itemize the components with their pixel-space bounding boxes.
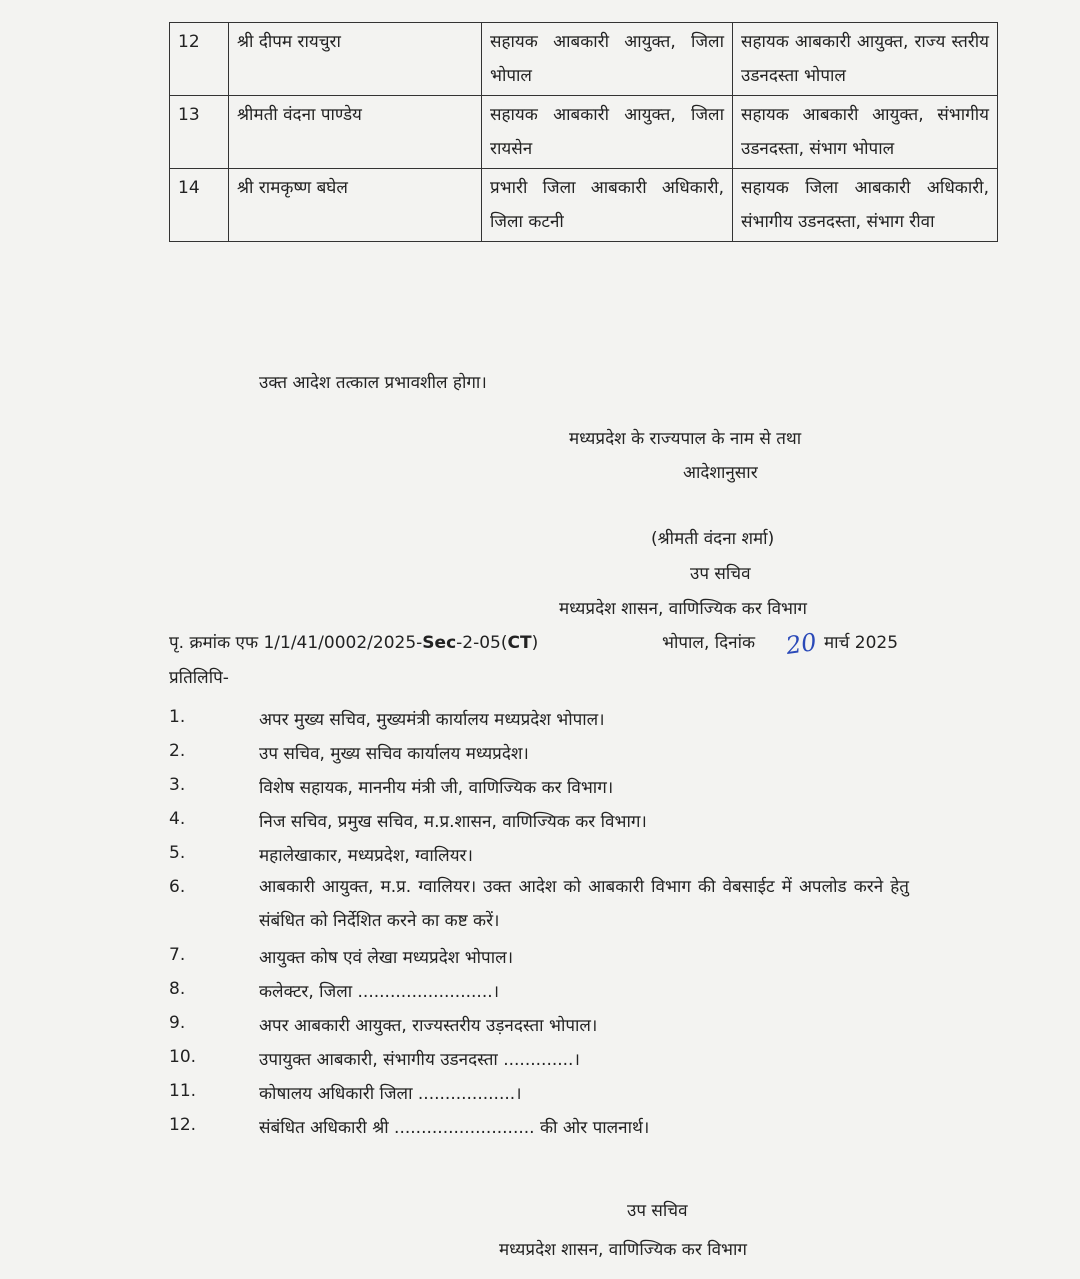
copy-label: प्रतिलिपि- bbox=[169, 668, 229, 688]
copy-recipient: अपर आबकारी आयुक्त, राज्यस्तरीय उड़नदस्ता भोपाल। bbox=[259, 1016, 598, 1036]
copy-recipient: संबंधित अधिकारी श्री .......................... की ओर पालनार्थ। bbox=[259, 1118, 650, 1138]
copy-recipient: महालेखाकार, मध्यप्रदेश, ग्वालियर। bbox=[259, 846, 473, 866]
current-posting: सहायक आबकारी आयुक्त, जिला रायसेन bbox=[482, 96, 733, 169]
table-row bbox=[170, 169, 998, 242]
signatory-designation: उप सचिव bbox=[690, 564, 751, 584]
reference-number bbox=[169, 630, 538, 653]
copy-number: 11. bbox=[169, 1081, 197, 1101]
copy-number: 4. bbox=[169, 809, 186, 829]
copy-number: 3. bbox=[169, 775, 186, 795]
new-posting: सहायक आबकारी आयुक्त, संभागीय उडनदस्ता, संभाग भोपाल bbox=[733, 96, 998, 169]
transfer-table bbox=[169, 22, 998, 242]
footer-department: मध्यप्रदेश शासन, वाणिज्यिक कर विभाग bbox=[499, 1240, 747, 1260]
copy-recipient: विशेष सहायक, माननीय मंत्री जी, वाणिज्यिक कर विभाग। bbox=[259, 778, 614, 798]
copy-number: 2. bbox=[169, 741, 186, 761]
reference-end: ) bbox=[531, 633, 539, 653]
reference-prefix: पृ. क्रमांक एफ 1/1/41/0002/2025- bbox=[169, 633, 423, 653]
reference-suffix: -2-05( bbox=[456, 633, 508, 653]
row-number: 14 bbox=[170, 169, 229, 242]
copy-number: 7. bbox=[169, 945, 186, 965]
copy-number: 10. bbox=[169, 1047, 197, 1067]
copy-recipient: कलेक्टर, जिला .........................। bbox=[259, 982, 500, 1002]
month-year: मार्च 2025 bbox=[824, 633, 899, 653]
copy-number: 9. bbox=[169, 1013, 186, 1033]
current-posting: सहायक आबकारी आयुक्त, जिला भोपाल bbox=[482, 23, 733, 96]
copy-number: 12. bbox=[169, 1115, 197, 1135]
reference-ct: CT bbox=[507, 633, 532, 653]
row-number: 12 bbox=[170, 23, 229, 96]
governor-order-line: मध्यप्रदेश के राज्यपाल के नाम से तथा bbox=[569, 429, 802, 449]
signatory-name: (श्रीमती वंदना शर्मा) bbox=[651, 529, 775, 549]
reference-sec: Sec bbox=[422, 633, 457, 653]
copy-number: 6. bbox=[169, 877, 186, 897]
current-posting: प्रभारी जिला आबकारी अधिकारी, जिला कटनी bbox=[482, 169, 733, 242]
copy-recipient: आयुक्त कोष एवं लेखा मध्यप्रदेश भोपाल। bbox=[259, 948, 514, 968]
copy-recipient: निज सचिव, प्रमुख सचिव, म.प्र.शासन, वाणिज्यिक कर विभाग। bbox=[259, 812, 647, 832]
copy-number: 8. bbox=[169, 979, 186, 999]
table-row bbox=[170, 96, 998, 169]
place-date-label: भोपाल, दिनांक bbox=[662, 633, 756, 653]
copy-recipient: उपायुक्त आबकारी, संभागीय उडनदस्ता .............। bbox=[259, 1050, 580, 1070]
order-effective-text: उक्त आदेश तत्काल प्रभावशील होगा। bbox=[259, 373, 487, 393]
new-posting: सहायक आबकारी आयुक्त, राज्य स्तरीय उडनदस्ता भोपाल bbox=[733, 23, 998, 96]
new-posting: सहायक जिला आबकारी अधिकारी, संभागीय उडनदस्ता, संभाग रीवा bbox=[733, 169, 998, 242]
copy-number: 5. bbox=[169, 843, 186, 863]
row-number: 13 bbox=[170, 96, 229, 169]
officer-name: श्रीमती वंदना पाण्डेय bbox=[229, 96, 482, 169]
by-order-line: आदेशानुसार bbox=[683, 463, 758, 483]
copy-recipient: अपर मुख्य सचिव, मुख्यमंत्री कार्यालय मध्यप्रदेश भोपाल। bbox=[259, 710, 605, 730]
copy-recipient: उप सचिव, मुख्य सचिव कार्यालय मध्यप्रदेश। bbox=[259, 744, 529, 764]
officer-name: श्री रामकृष्ण बघेल bbox=[229, 169, 482, 242]
handwritten-date: 20 bbox=[784, 628, 819, 660]
footer-designation: उप सचिव bbox=[627, 1201, 688, 1221]
table-row bbox=[170, 23, 998, 96]
copy-recipient: आबकारी आयुक्त, म.प्र. ग्वालियर। उक्त आदेश को आबकारी विभाग की वेबसाईट में अपलोड करने हेतु संबंधित को निर्देशित करने का कष्ट करें। bbox=[259, 877, 909, 931]
officer-name: श्री दीपम रायचुरा bbox=[229, 23, 482, 96]
signatory-department: मध्यप्रदेश शासन, वाणिज्यिक कर विभाग bbox=[559, 599, 807, 619]
copy-recipient: कोषालय अधिकारी जिला ..................। bbox=[259, 1084, 522, 1104]
copy-number: 1. bbox=[169, 707, 186, 727]
